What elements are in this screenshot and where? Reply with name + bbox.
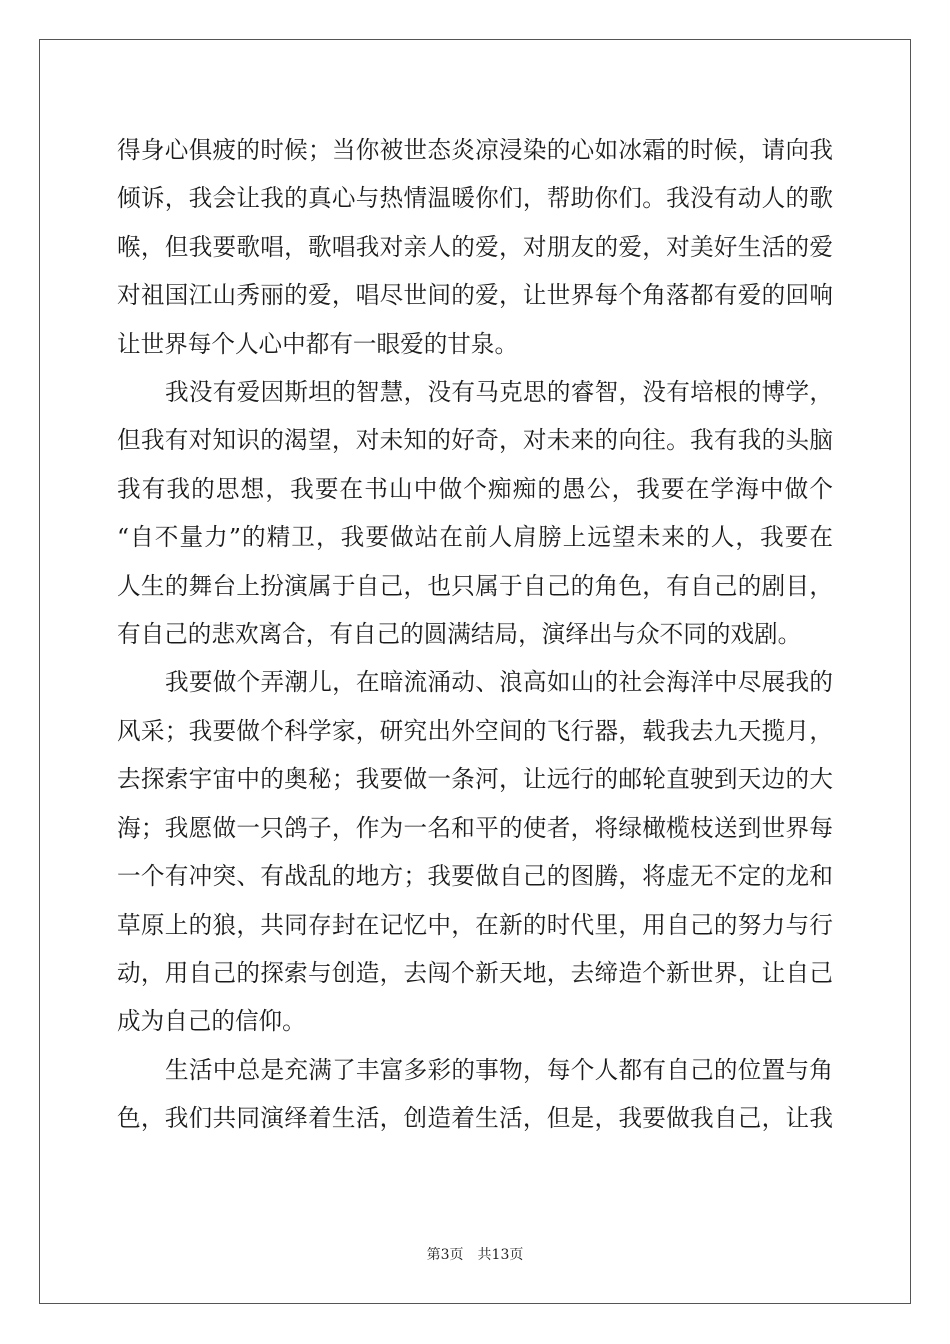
paragraph-first-line: 我要做个弄潮儿，在暗流涌动、浪高如山的社会海洋中尽展我的 [165, 668, 833, 696]
body-line: 去探索宇宙中的奥秘；我要做一条河，让远行的邮轮直驶到天边的大 [117, 765, 833, 793]
body-line: 喉，但我要歌唱，歌唱我对亲人的爱，对朋友的爱，对美好生活的爱 [117, 233, 833, 261]
body-line: 草原上的狼，共同存封在记忆中，在新的时代里，用自己的努力与行 [117, 911, 833, 939]
body-line: 成为自己的信仰。 [117, 1007, 306, 1035]
body-line: 但我有对知识的渴望，对未知的好奇，对未来的向往。我有我的头脑 [117, 426, 833, 454]
body-line: 有自己的悲欢离合，有自己的圆满结局，演绎出与众不同的戏剧。 [117, 620, 802, 648]
body-line: 我有我的思想，我要在书山中做个痴痴的愚公，我要在学海中做个 [117, 475, 833, 503]
body-line: 让世界每个人心中都有一眼爱的甘泉。 [117, 330, 519, 358]
body-line: 海；我愿做一只鸽子，作为一名和平的使者，将绿橄榄枝送到世界每 [117, 814, 833, 842]
body-line: 风采；我要做个科学家，研究出外空间的飞行器，载我去九天揽月， [117, 717, 833, 745]
body-line: 人生的舞台上扮演属于自己，也只属于自己的角色，有自己的剧目， [117, 572, 833, 600]
body-line: 动，用自己的探索与创造，去闯个新天地，去缔造个新世界，让自己 [117, 959, 833, 987]
paragraph-first-line: 我没有爱因斯坦的智慧，没有马克思的睿智，没有培根的博学， [165, 378, 833, 406]
body-line: 倾诉，我会让我的真心与热情温暖你们，帮助你们。我没有动人的歌 [117, 184, 833, 212]
page-number-footer: 第3页 共13页 [426, 1247, 524, 1263]
paragraph-first-line: 生活中总是充满了丰富多彩的事物，每个人都有自己的位置与角 [165, 1056, 833, 1084]
body-line: 一个有冲突、有战乱的地方；我要做自己的图腾，将虚无不定的龙和 [117, 862, 833, 890]
body-line: 色，我们共同演绎着生活，创造着生活，但是，我要做我自己，让我 [117, 1104, 833, 1132]
body-line: “自不量力”的精卫，我要做站在前人肩膀上远望未来的人，我要在 [117, 523, 833, 551]
body-line: 对祖国江山秀丽的爱，唱尽世间的爱，让世界每个角落都有爱的回响 [117, 281, 833, 309]
body-line: 得身心俱疲的时候；当你被世态炎凉浸染的心如冰霜的时候，请向我 [117, 136, 833, 164]
